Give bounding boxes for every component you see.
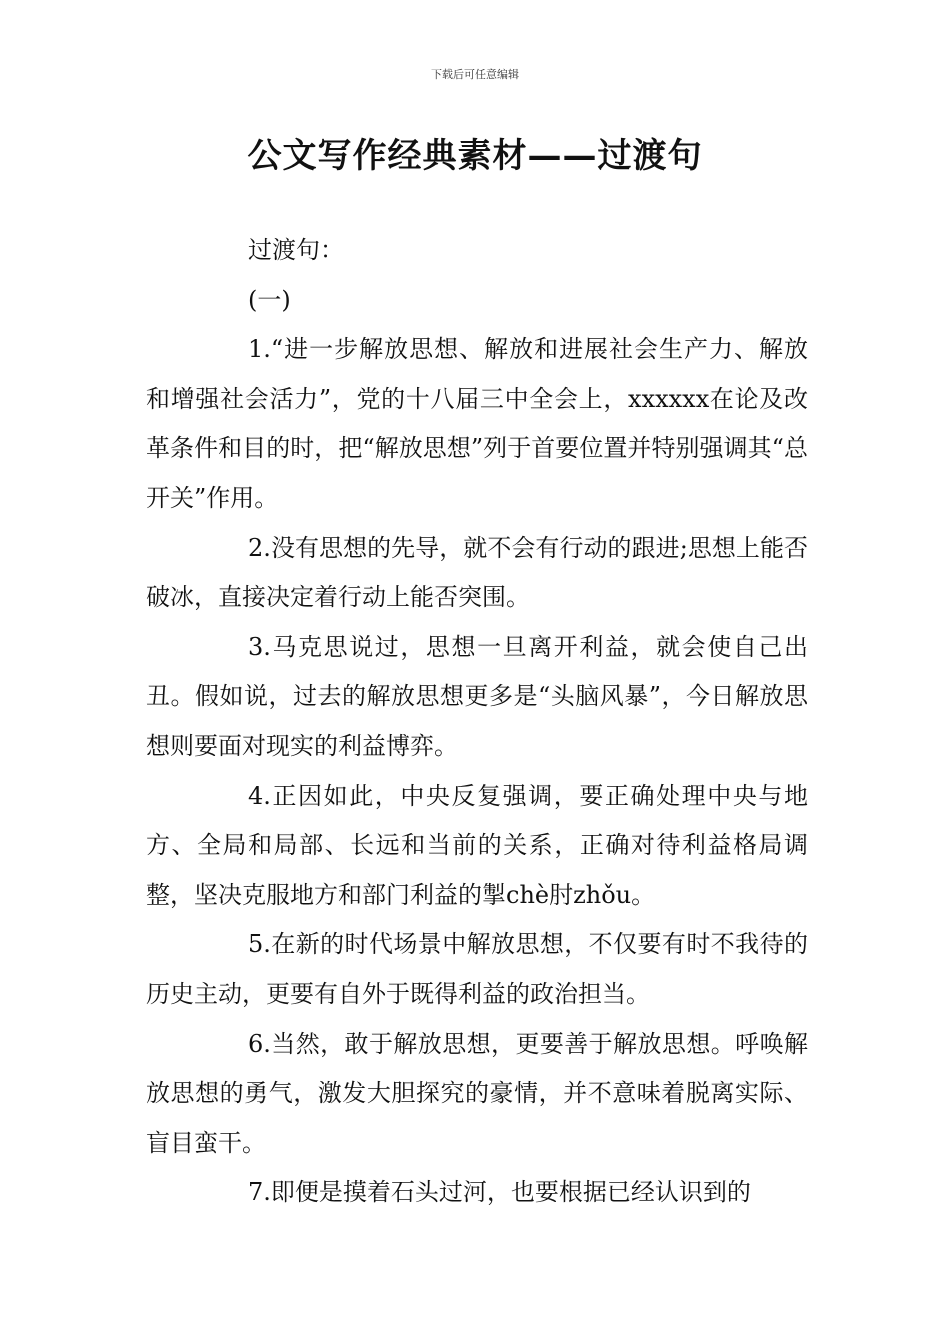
- paragraph-item-6: 6.当然，敢于解放思想，更要善于解放思想。呼唤解放思想的勇气，激发大胆探究的豪情，并不意味着脱离实际、盲目蛮干。: [146, 1029, 808, 1157]
- paragraph-item-4: 4.正因如此，中央反复强调，要正确处理中央与地方、全局和局部、长远和当前的关系，正确对待利益格局调整，坚决克服地方和部门利益的掣chè肘zhǒu。: [146, 781, 808, 909]
- paragraph-item-5: 5.在新的时代场景中解放思想，不仅要有时不我待的历史主动，更要有自外于既得利益的政治担当。: [146, 930, 808, 1008]
- paragraph-item-2: 2.没有思想的先导，就不会有行动的跟进;思想上能否破冰，直接决定着行动上能否突围。: [146, 533, 808, 612]
- paragraph-item-3: 3.马克思说过，思想一旦离开利益，就会使自己出丑。假如说，过去的解放思想更多是“头脑风暴”，今日解放思想则要面对现实的利益博弈。: [146, 632, 808, 760]
- paragraph-item-1: 1.“进一步解放思想、解放和进展社会生产力、解放和增强社会活力”，党的十八届三中全会上，xxxxxx在论及改革条件和目的时，把“解放思想”列于首要位置并特别强调其“总开关”作用。: [146, 335, 808, 512]
- paragraph-item-7: 7.即便是摸着石头过河，也要根据已经认识到的: [248, 1178, 751, 1207]
- document-body: [146, 226, 808, 1218]
- paragraph-section-marker: (一): [248, 285, 291, 314]
- header-note: 下载后可任意编辑: [431, 68, 519, 81]
- paragraph-heading: 过渡句：: [248, 236, 344, 264]
- document-title: 公文写作经典素材——过渡句: [247, 136, 703, 176]
